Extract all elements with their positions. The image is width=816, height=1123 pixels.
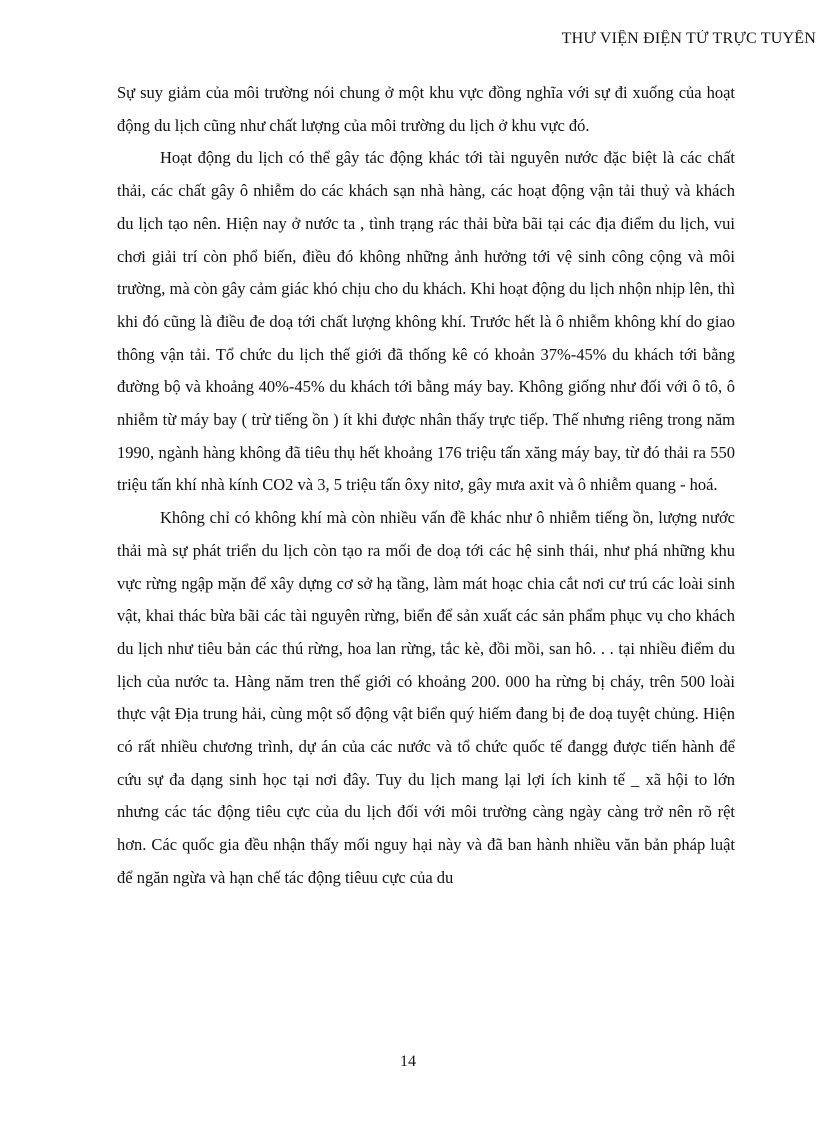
page-header: THƯ VIỆN ĐIỆN TỬ TRỰC TUYẾN xyxy=(561,30,816,47)
paragraph-2: Hoạt động du lịch có thể gây tác động khác tới tài nguyên nước đặc biệt là các chất thải, các chất gây ô nhiễm do các khách sạn nhà hàng, các hoạt động vận tải thuỷ và khách du lịch tạo nên. Hiện nay ở nước ta , tình trạng rác thải bừa bãi tại các địa điểm du lịch, vui chơi giải trí còn phổ biến, điều đó không những ảnh hưởng tới vệ sinh công cộng và môi trường, mà còn gây cảm giác khó chịu cho du khách. Khi hoạt động du lịch nhộn nhịp lên, thì khi đó cũng là điều đe doạ tới chất lượng không khí. Trước hết là ô nhiễm không khí do giao thông vận tải. Tổ chức du lịch thế giới đã thống kê có khoản 37%-45% du khách tới bằng đường bộ và khoảng 40%-45% du khách tới bằng máy bay. Không giống như đối với ô tô, ô nhiễm từ máy bay ( trừ tiếng ồn ) ít khi được nhân thấy trực tiếp. Thế nhưng riêng trong năm 1990, ngành hàng không đã tiêu thụ hết khoảng 176 triệu tấn xăng máy bay, từ đó thải ra 550 triệu tấn khí nhà kính CO2 và 3, 5 triệu tấn ôxy nitơ, gây mưa axit và ô nhiễm quang - hoá. xyxy=(117,148,735,495)
document-body xyxy=(117,77,735,895)
paragraph-1: Sự suy giảm của môi trường nói chung ở một khu vực đồng nghĩa với sự đi xuống của hoạt động du lịch cũng như chất lượng của môi trường du lịch ở khu vực đó. xyxy=(117,83,735,135)
paragraph-3: Không chỉ có không khí mà còn nhiều vấn đề khác như ô nhiễm tiếng ồn, lượng nước thải mà sự phát triển du lịch còn tạo ra mối đe doạ tới các hệ sinh thái, như phá những khu vực rừng ngập mặn để xây dựng cơ sở hạ tầng, làm mát hoạc chia cắt nơi cư trú các loài sinh vật, khai thác bừa bãi các tài nguyên rừng, biển để sản xuất các sản phẩm phục vụ cho khách du lịch như tiêu bản các thú rừng, hoa lan rừng, tắc kè, đồi mồi, san hô. . . tại nhiều điểm du lịch của nước ta. Hàng năm tren thế giới có khoảng 200. 000 ha rừng bị cháy, trên 500 loài thực vật Địa trung hải, cùng một số động vật biển quý hiếm đang bị đe doạ tuyệt chủng. Hiện có rất nhiều chương trình, dự án của các nước và tổ chức quốc tế đangg được tiến hành để cứu sự đa dạng sinh học tại nơi đây. Tuy du lịch mang lại lợi ích kinh tế _ xã hội to lớn nhưng các tác động tiêu cực của du lịch đối với môi trường càng ngày càng trở nên rõ rệt hơn. Các quốc gia đều nhận thấy mối nguy hại này và đã ban hành nhiều văn bản pháp luật để ngăn ngừa và hạn chế tác động tiêuu cực của du xyxy=(117,508,735,887)
page-number: 14 xyxy=(400,1053,416,1070)
